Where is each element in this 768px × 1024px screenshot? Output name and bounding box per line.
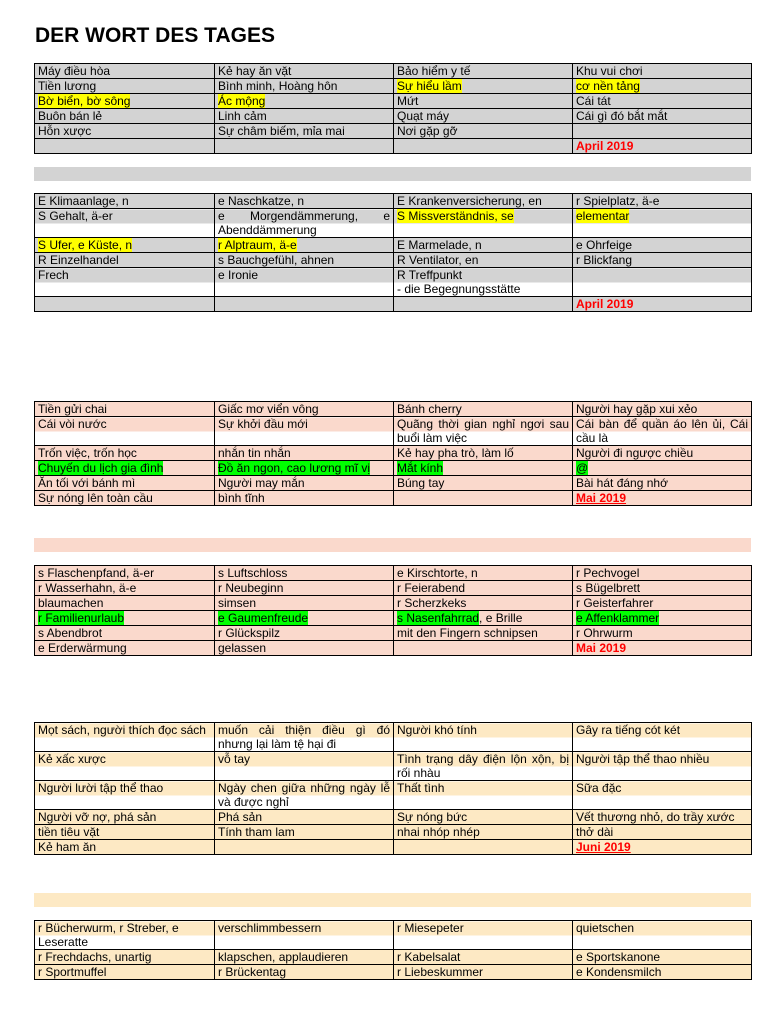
- table-cell: e Ironie: [215, 268, 394, 297]
- table-cell: r Kabelsalat: [394, 950, 573, 965]
- table-cell: [394, 79, 573, 94]
- highlighted-text: r Alptraum, ä-e: [218, 238, 297, 252]
- table-cell: [573, 611, 752, 626]
- table-cell: r Geisterfahrer: [573, 596, 752, 611]
- table-cell: Người đi ngược chiều: [573, 446, 752, 461]
- table-cell: Phá sản: [215, 810, 394, 825]
- table-cell: e Ohrfeige: [573, 238, 752, 253]
- table-cell: Tình trạng dây điện lộn xộn, bị rối nhàu: [394, 752, 573, 781]
- highlighted-text: Chuyến du lịch gia đình: [38, 461, 164, 475]
- table-cell: nhắn tin nhắn: [215, 446, 394, 461]
- table-cell: r Brückentag: [215, 965, 394, 980]
- table-cell: r Scherzkeks: [394, 596, 573, 611]
- table-cell: Sự châm biếm, mỉa mai: [215, 124, 394, 139]
- table-cell: e Kondensmilch: [573, 965, 752, 980]
- table-cell: [35, 297, 215, 312]
- table-cell: s Luftschloss: [215, 566, 394, 581]
- table-cell: Sự nóng lên toàn cầu: [35, 491, 215, 506]
- highlighted-text: @: [576, 461, 589, 475]
- table-cell: s Bauchgefühl, ahnen: [215, 253, 394, 268]
- table-cell: [573, 124, 752, 139]
- highlighted-text: Ác mộng: [218, 94, 266, 108]
- table-cell: Ăn tối với bánh mì: [35, 476, 215, 491]
- table-cell: [35, 94, 215, 109]
- table-cell: [394, 611, 573, 626]
- table-cell: E Marmelade, n: [394, 238, 573, 253]
- table-cell: Frech: [35, 268, 215, 297]
- vocab-table-vi-juni: [34, 722, 752, 855]
- highlighted-text: elementar: [576, 209, 630, 223]
- table-cell: [394, 491, 573, 506]
- highlighted-text: cơ nền tảng: [576, 79, 640, 93]
- table-cell: Ngày chen giữa những ngày lễ và được nghỉ: [215, 781, 394, 810]
- date-label: April 2019: [576, 297, 634, 311]
- table-cell: s Abendbrot: [35, 626, 215, 641]
- page-title: DER WORT DES TAGES: [35, 24, 275, 47]
- table-cell: r Feierabend: [394, 581, 573, 596]
- table-cell: R Ventilator, en: [394, 253, 573, 268]
- table-cell: Sự khởi đầu mới: [215, 417, 394, 446]
- highlighted-text: S Ufer, e Küste, n: [38, 238, 133, 252]
- vocab-table-vi-april: [34, 63, 752, 154]
- highlighted-text: s Nasenfahrrad: [397, 611, 480, 625]
- table-cell: verschlimmbessern: [215, 921, 394, 950]
- table-cell: Người lười tập thể thao: [35, 781, 215, 810]
- vocab-table-de-mai: [34, 565, 752, 656]
- table-cell: Người khó tính: [394, 723, 573, 752]
- table-cell: nhai nhóp nhép: [394, 825, 573, 840]
- highlighted-text: Bờ biển, bờ sông: [38, 94, 131, 108]
- table-cell: r Ohrwurm: [573, 626, 752, 641]
- table-cell: r Liebeskummer: [394, 965, 573, 980]
- highlighted-text: Sự hiểu lầm: [397, 79, 462, 93]
- date-cell: [573, 491, 752, 506]
- table-cell: quietschen: [573, 921, 752, 950]
- table-cell: Kẻ hay ăn vặt: [215, 64, 394, 79]
- table-cell: e Sportskanone: [573, 950, 752, 965]
- table-cell: Linh cảm: [215, 109, 394, 124]
- table-cell: gelassen: [215, 641, 394, 656]
- table-cell: muốn cải thiện điều gì đó nhưng lại làm tệ hại đi: [215, 723, 394, 752]
- table-cell: [394, 139, 573, 154]
- date-label: Mai 2019: [576, 641, 627, 655]
- table-cell: Trốn việc, trốn học: [35, 446, 215, 461]
- table-cell: r Sportmuffel: [35, 965, 215, 980]
- table-cell: Kẻ hay pha trò, làm lố: [394, 446, 573, 461]
- table-cell: Người vỡ nợ, phá sản: [35, 810, 215, 825]
- table-cell: Nơi gặp gỡ: [394, 124, 573, 139]
- highlighted-text: e Gaumenfreude: [218, 611, 309, 625]
- highlighted-text: Mắt kính: [397, 461, 444, 475]
- cell-text: , e Brille: [479, 611, 523, 625]
- table-cell: [215, 139, 394, 154]
- table-cell: Cái gì đó bắt mắt: [573, 109, 752, 124]
- table-cell: Người may mắn: [215, 476, 394, 491]
- table-cell: Bình minh, Hoàng hôn: [215, 79, 394, 94]
- date-cell: [573, 139, 752, 154]
- table-cell: r Blickfang: [573, 253, 752, 268]
- table-cell: [573, 461, 752, 476]
- highlighted-text: Đồ ăn ngon, cao lương mĩ vị: [218, 461, 370, 475]
- table-cell: Tiền lương: [35, 79, 215, 94]
- table-cell: e Naschkatze, n: [215, 194, 394, 209]
- separator-band: [34, 893, 751, 907]
- table-cell: E Krankenversicherung, en: [394, 194, 573, 209]
- date-cell: [573, 840, 752, 855]
- table-cell: Người tập thể thao nhiều: [573, 752, 752, 781]
- table-cell: Cái bàn để quần áo lên ủi, Cái cầu là: [573, 417, 752, 446]
- cell-line: R Treffpunkt: [397, 268, 463, 282]
- table-cell: blaumachen: [35, 596, 215, 611]
- table-cell: r Spielplatz, ä-e: [573, 194, 752, 209]
- table-cell: mit den Fingern schnipsen: [394, 626, 573, 641]
- table-cell: Sự nóng bức: [394, 810, 573, 825]
- table-cell: Vết thương nhỏ, do trầy xước: [573, 810, 752, 825]
- table-cell: [394, 840, 573, 855]
- vocab-table-vi-mai: [34, 401, 752, 506]
- table-cell: r Neubeginn: [215, 581, 394, 596]
- table-cell: e Morgendämmerung, e Abenddämmerung: [215, 209, 394, 238]
- table-cell: Buôn bán lẻ: [35, 109, 215, 124]
- table-cell: Hỗn xược: [35, 124, 215, 139]
- table-cell: [394, 461, 573, 476]
- table-cell: r Frechdachs, unartig: [35, 950, 215, 965]
- cell-line: - die Begegnungsstätte: [397, 282, 521, 296]
- separator-band: [34, 167, 751, 181]
- table-cell: Cái vòi nước: [35, 417, 215, 446]
- table-cell: Tính tham lam: [215, 825, 394, 840]
- highlighted-text: e Affenklammer: [576, 611, 660, 625]
- vocab-table-de-april: [34, 193, 752, 312]
- table-cell: Bài hát đáng nhớ: [573, 476, 752, 491]
- table-cell: [394, 268, 573, 297]
- date-cell: [573, 641, 752, 656]
- table-cell: [215, 461, 394, 476]
- table-cell: bình tĩnh: [215, 491, 394, 506]
- table-cell: simsen: [215, 596, 394, 611]
- table-cell: Tiền gửi chai: [35, 402, 215, 417]
- table-cell: r Miesepeter: [394, 921, 573, 950]
- table-cell: Mọt sách, người thích đọc sách: [35, 723, 215, 752]
- table-cell: [573, 79, 752, 94]
- table-cell: [215, 611, 394, 626]
- table-cell: [35, 238, 215, 253]
- table-cell: E Klimaanlage, n: [35, 194, 215, 209]
- table-cell: e Kirschtorte, n: [394, 566, 573, 581]
- highlighted-text: r Familienurlaub: [38, 611, 125, 625]
- table-cell: tiền tiêu vặt: [35, 825, 215, 840]
- table-cell: Quãng thời gian nghỉ ngơi sau buổi làm việc: [394, 417, 573, 446]
- table-cell: [215, 840, 394, 855]
- table-cell: [394, 641, 573, 656]
- table-cell: [35, 611, 215, 626]
- table-cell: r Pechvogel: [573, 566, 752, 581]
- separator-band: [34, 538, 751, 552]
- table-cell: [394, 297, 573, 312]
- table-cell: r Wasserhahn, ä-e: [35, 581, 215, 596]
- table-cell: Gây ra tiếng cót két: [573, 723, 752, 752]
- date-label: April 2019: [576, 139, 634, 153]
- table-cell: [215, 238, 394, 253]
- table-cell: klapschen, applaudieren: [215, 950, 394, 965]
- table-cell: e Erderwärmung: [35, 641, 215, 656]
- vocab-table-de-juni: [34, 920, 752, 980]
- table-cell: vỗ tay: [215, 752, 394, 781]
- table-cell: r Glückspilz: [215, 626, 394, 641]
- table-cell: s Bügelbrett: [573, 581, 752, 596]
- table-cell: s Flaschenpfand, ä-er: [35, 566, 215, 581]
- table-cell: Thất tình: [394, 781, 573, 810]
- table-cell: Máy điều hòa: [35, 64, 215, 79]
- table-cell: [573, 209, 752, 238]
- date-label: Juni 2019: [576, 840, 631, 854]
- table-cell: [35, 139, 215, 154]
- table-cell: [215, 297, 394, 312]
- table-cell: Búng tay: [394, 476, 573, 491]
- highlighted-text: S Missverständnis, se: [397, 209, 514, 223]
- table-cell: Khu vui chơi: [573, 64, 752, 79]
- table-cell: S Gehalt, ä-er: [35, 209, 215, 238]
- table-cell: [215, 94, 394, 109]
- table-cell: Cái tát: [573, 94, 752, 109]
- table-cell: Kẻ ham ăn: [35, 840, 215, 855]
- table-cell: Quạt máy: [394, 109, 573, 124]
- table-cell: r Bücherwurm, r Streber, e Leseratte: [35, 921, 215, 950]
- table-cell: Sữa đặc: [573, 781, 752, 810]
- table-cell: Người hay gặp xui xẻo: [573, 402, 752, 417]
- table-cell: [35, 461, 215, 476]
- table-cell: [573, 268, 752, 297]
- date-label: Mai 2019: [576, 491, 627, 505]
- table-cell: Kẻ xấc xược: [35, 752, 215, 781]
- date-cell: [573, 297, 752, 312]
- table-cell: Bảo hiểm y tế: [394, 64, 573, 79]
- table-cell: thở dài: [573, 825, 752, 840]
- table-cell: Mứt: [394, 94, 573, 109]
- table-cell: R Einzelhandel: [35, 253, 215, 268]
- table-cell: Giấc mơ viển vông: [215, 402, 394, 417]
- table-cell: [394, 209, 573, 238]
- table-cell: Bánh cherry: [394, 402, 573, 417]
